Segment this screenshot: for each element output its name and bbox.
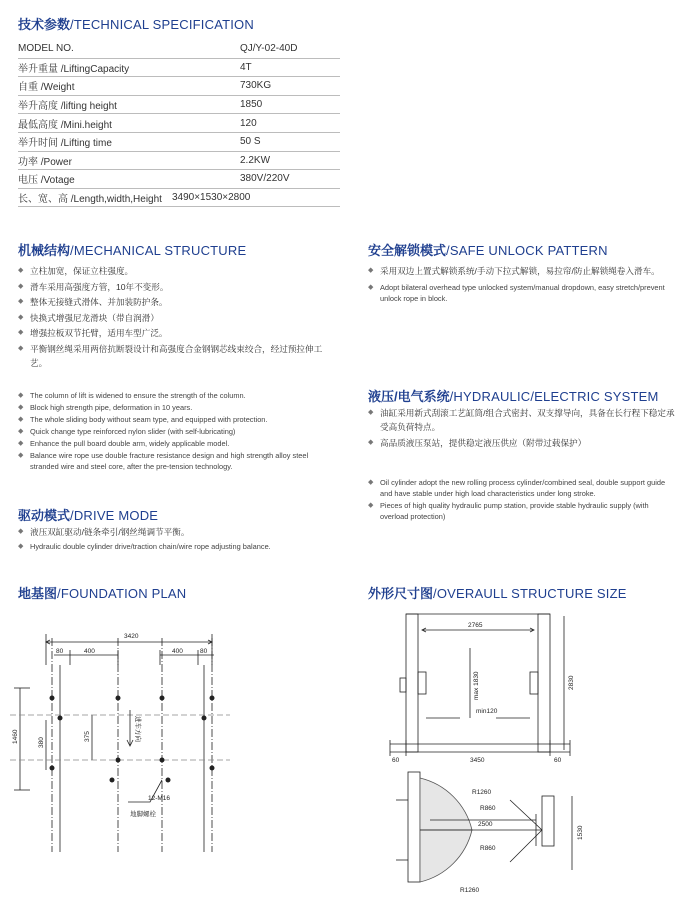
list-item-text: Enhance the pull board double arm, widely applicable model.: [30, 439, 230, 448]
foundation-title-en: /FOUNDATION PLAN: [57, 586, 187, 601]
ov-dim-max: max 1830: [473, 671, 480, 700]
ov-dim-r1260-top: R1260: [472, 789, 492, 796]
safe-unlock-title: [368, 240, 608, 259]
spec-row: [18, 40, 340, 59]
ov-dim-1530: 1530: [577, 825, 584, 840]
spec-label: 最低高度 /Mini.height: [18, 119, 112, 131]
spec-row: [18, 77, 340, 96]
list-item-text: 高品质液压泵站，提供稳定液压供应（附带过载保护）: [380, 437, 587, 448]
hydraulic-title: [368, 386, 659, 405]
overall-structure-drawing: [360, 600, 690, 900]
spec-value: 380V/220V: [240, 173, 290, 185]
bullet-diamond-icon: ◆: [18, 329, 24, 336]
list-item: [368, 264, 678, 278]
list-item-text: Oil cylinder adopt the new rolling process cylinder/combined seal, double support guide and have stable under high load characteristics under long stroke.: [380, 478, 666, 498]
ov-plan-swing-area-bottom: [420, 830, 472, 882]
list-item: [18, 342, 328, 370]
spec-label: MODEL NO.: [18, 43, 74, 55]
list-item: [18, 450, 328, 472]
list-item-text: Adopt bilateral overhead type unlocked system/manual dropdown, easy stretch/prevent unlock rope in block.: [380, 283, 665, 303]
list-item-text: Balance wire rope use double fracture resistance design and high strength alloy steel stranded wire and steel core, after the pre-tension technology.: [30, 451, 309, 471]
ov-right-column: [538, 614, 550, 752]
list-item: [368, 436, 678, 450]
fp-dim-400-right: 400: [172, 648, 183, 655]
ov-dim-r860-bottom: R860: [480, 845, 496, 852]
list-item-text: Block high strength pipe, deformation in 10 years.: [30, 403, 193, 412]
safe-unlock-list-en: [368, 282, 678, 305]
spec-row: [18, 189, 340, 208]
drive-title: [18, 505, 158, 524]
bullet-diamond-icon: ◆: [368, 479, 374, 486]
spec-value: 120: [240, 117, 257, 129]
spec-value: 50 S: [240, 136, 261, 148]
spec-value: 730KG: [240, 80, 272, 92]
list-item-text: Pieces of high quality hydraulic pump station, provide stable hydraulic supply (with overload protection): [380, 501, 649, 521]
list-item: [18, 525, 328, 539]
list-item-text: 增强拉板双节托臂，适用车型广泛。: [30, 328, 168, 338]
spec-row: [18, 96, 340, 115]
spec-value: 3490×1530×2800: [171, 192, 251, 204]
list-item-text: 油缸采用新式刮滚工艺缸筒/组合式密封、双支撑导向，具备在长行程下稳定承受高负荷特点。: [380, 408, 675, 432]
fp-bolt-name: 地脚螺栓: [130, 811, 156, 818]
list-item-text: 采用双边上置式解锁系统/手动下拉式解锁，易拉帘/防止解锁绳卷入滑车。: [380, 266, 660, 276]
list-item: [18, 326, 328, 340]
safe-unlock-list-cn: [368, 264, 678, 280]
bullet-diamond-icon: ◆: [18, 404, 24, 411]
foundation-title: [18, 583, 186, 602]
ov-dim-3450: 3450: [470, 757, 485, 764]
list-item: [18, 414, 328, 425]
ov-plan-left-post: [408, 772, 420, 882]
ov-dim-60-right: 60: [554, 757, 562, 764]
list-item: [368, 406, 678, 434]
list-item: [18, 295, 328, 309]
spec-label: 长、宽、高 /Length,width,Height: [18, 194, 162, 206]
mechanical-title-en: /MECHANICAL STRUCTURE: [70, 243, 247, 258]
mechanical-title: [18, 240, 246, 259]
tech-spec-title-cn: 技术参数: [18, 17, 71, 32]
bullet-diamond-icon: ◆: [18, 298, 24, 305]
hydraulic-list-en: [368, 477, 678, 523]
list-item-text: The whole sliding body without seam type, and equipped with protection.: [30, 415, 268, 424]
drive-title-en: /DRIVE MODE: [70, 508, 159, 523]
ov-plan-swing-area-top: [420, 778, 472, 830]
safe-unlock-title-en: /SAFE UNLOCK PATTERN: [446, 243, 608, 258]
bullet-diamond-icon: ◆: [18, 528, 24, 535]
overall-title-cn: 外形尺寸图: [368, 586, 434, 601]
list-item: [368, 500, 678, 522]
bullet-diamond-icon: ◆: [368, 284, 374, 291]
fp-dim-380: 380: [38, 737, 45, 748]
bullet-diamond-icon: ◆: [18, 543, 24, 550]
list-item-text: 立柱加宽，保证立柱强度。: [30, 266, 134, 276]
hydraulic-title-en: /HYDRAULIC/ELECTRIC SYSTEM: [449, 389, 659, 404]
fp-dim-80-right: 80: [200, 648, 208, 655]
fp-bolt-spec: 12-M16: [148, 795, 171, 802]
spec-value: 2.2KW: [240, 154, 271, 166]
list-item: [18, 402, 328, 413]
spec-row: [18, 152, 340, 171]
mechanical-list-cn: [18, 264, 328, 371]
list-item-text: 滑车采用高强度方管，10年不变形。: [30, 281, 169, 292]
bullet-diamond-icon: ◆: [368, 502, 374, 509]
spec-row: [18, 170, 340, 189]
safe-unlock-title-cn: 安全解锁模式: [368, 243, 447, 258]
drive-list-cn: [18, 525, 328, 541]
spec-value: QJ/Y-02-40D: [240, 43, 298, 55]
list-item: [368, 282, 678, 304]
bullet-diamond-icon: ◆: [18, 392, 24, 399]
bullet-diamond-icon: ◆: [368, 438, 374, 446]
ov-dim-60-left: 60: [392, 757, 400, 764]
spec-row: [18, 59, 340, 78]
list-item: [18, 264, 328, 278]
list-item: [18, 426, 328, 437]
ov-dim-2765: 2765: [468, 622, 483, 629]
spec-label: 举升高度 /lifting height: [18, 101, 117, 113]
fp-dim-total: 3420: [124, 633, 139, 640]
list-item-text: Hydraulic double cylinder drive/traction chain/wire rope adjusting balance.: [30, 542, 271, 551]
mechanical-list-en: [18, 390, 328, 473]
fp-dim-400-left: 400: [84, 648, 95, 655]
spec-row: [18, 114, 340, 133]
fp-dim-375: 375: [84, 731, 91, 742]
bullet-diamond-icon: ◆: [18, 440, 24, 447]
list-item: [368, 477, 678, 499]
foundation-title-cn: 地基图: [18, 586, 58, 601]
spec-row: [18, 133, 340, 152]
list-item-text: 整体无接缝式滑体、并加装防护条。: [30, 297, 168, 307]
spec-label: 举升时间 /Lifting time: [18, 138, 112, 150]
list-item: [18, 541, 328, 552]
fp-car-direction: 进车方向: [134, 716, 141, 742]
ov-dim-r860-top: R860: [480, 805, 496, 812]
drive-title-cn: 驱动模式: [18, 508, 71, 523]
bullet-diamond-icon: ◆: [18, 267, 24, 274]
bullet-diamond-icon: ◆: [368, 267, 374, 274]
list-item: [18, 280, 328, 294]
ov-dim-min: min120: [476, 708, 498, 715]
list-item-text: The column of lift is widened to ensure the strength of the column.: [30, 391, 246, 400]
spec-label: 举升重量 /LiftingCapacity: [18, 63, 130, 75]
ov-dim-r1260-bottom: R1260: [460, 887, 480, 894]
overall-title-en: /OVERAULL STRUCTURE SIZE: [433, 586, 627, 601]
bullet-diamond-icon: ◆: [18, 452, 24, 459]
list-item: [18, 438, 328, 449]
list-item-text: Quick change type reinforced nylon slider (with self-lubricating): [30, 427, 236, 436]
spec-label: 电压 /Votage: [18, 175, 75, 187]
list-item-text: 平衡钢丝绳采用两倍抗断裂设计和高强度合金钢钢芯线束绞合，经过预拉伸工艺。: [30, 343, 323, 368]
list-item: [18, 390, 328, 401]
list-item: [18, 311, 328, 325]
spec-value: 1850: [240, 99, 263, 111]
list-item-text: 液压双缸驱动/链条牵引/钢丝绳调节平衡。: [30, 527, 190, 537]
hydraulic-title-cn: 液压/电气系统: [368, 389, 450, 404]
ov-dim-2830: 2830: [568, 675, 575, 690]
bullet-diamond-icon: ◆: [18, 428, 24, 435]
bullet-diamond-icon: ◆: [368, 409, 374, 416]
tech-spec-title-en: /TECHNICAL SPECIFICATION: [70, 17, 254, 32]
tech-spec-title: [18, 14, 254, 33]
foundation-plan-drawing: [0, 620, 345, 870]
fp-dim-1460: 1460: [12, 729, 19, 744]
hydraulic-list-cn: [368, 406, 678, 451]
fp-bolt-holes: [50, 696, 215, 783]
spec-label: 自重 /Weight: [18, 82, 75, 94]
drive-list-en: [18, 541, 328, 553]
bullet-diamond-icon: ◆: [18, 313, 24, 321]
bullet-diamond-icon: ◆: [18, 416, 24, 423]
spec-label: 功率 /Power: [18, 156, 72, 168]
spec-value: 4T: [240, 61, 252, 73]
ov-left-column: [406, 614, 418, 752]
spec-table: [18, 40, 340, 207]
ov-plan-right-post: [542, 796, 554, 846]
list-item-text: 快换式增强尼龙滑块（带自润滑）: [30, 312, 159, 323]
mechanical-title-cn: 机械结构: [18, 243, 71, 258]
ov-dim-2500: 2500: [478, 821, 493, 828]
bullet-diamond-icon: ◆: [18, 344, 24, 352]
bullet-diamond-icon: ◆: [18, 282, 24, 290]
fp-dim-80-left: 80: [56, 648, 64, 655]
